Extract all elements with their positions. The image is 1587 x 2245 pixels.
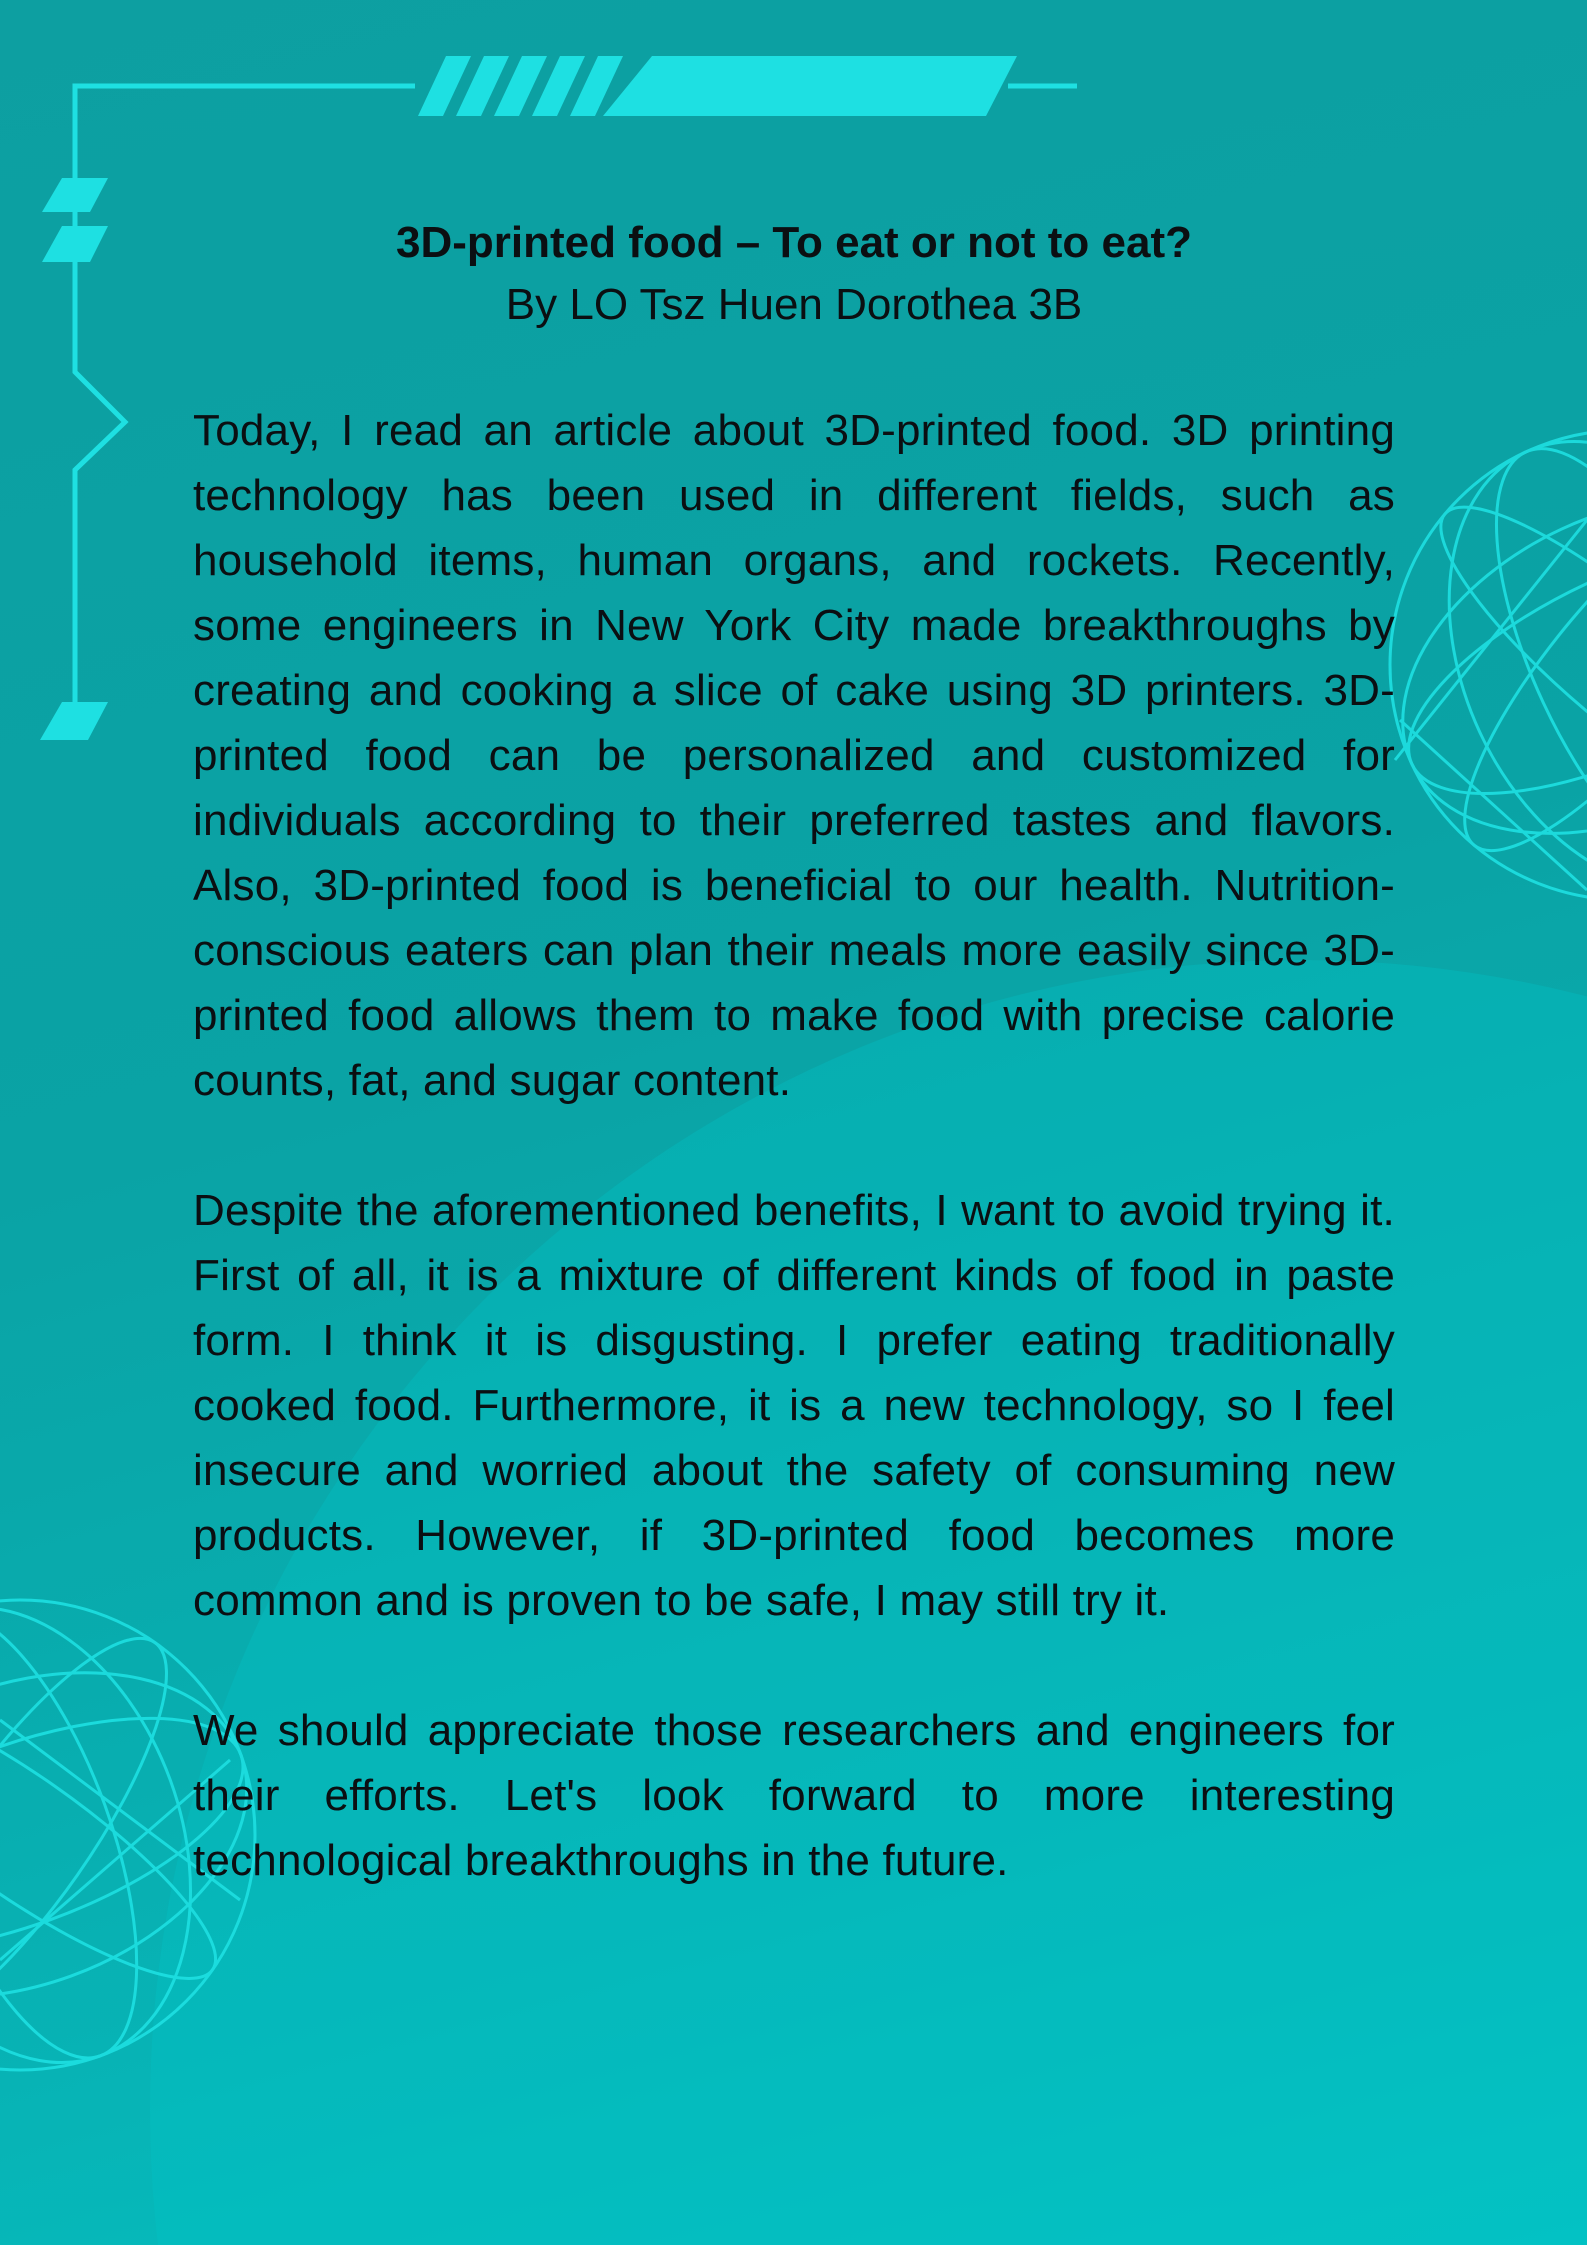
paragraph-conclusion: We should appreciate those researchers and engineers for their efforts. Let's look forward to more interesting technological breakthroughs in the future.: [193, 1706, 1395, 1885]
paragraph-opinion: Despite the aforementioned benefits, I want to avoid trying it. First of all, it is a mixture of different kinds of food in paste form. I think it is disgusting. I prefer eating traditionally cooked food. Furthermore, it is a new technology, so I feel insecure and worried about the safety of consuming new products. However, if 3D-printed food becomes more common and is proven to be safe, I may still try it.: [193, 1186, 1395, 1625]
article-title: 3D-printed food – To eat or not to eat?: [395, 218, 1193, 267]
paragraph-intro: Today, I read an article about 3D-printed food. 3D printing technology has been used in different fields, such as household items, human organs, and rockets. Recently, some engineers in New York City made breakthroughs by creating and cooking a slice of cake using 3D printers. 3D-printed food can be personalized and customized for individuals according to their preferred tastes and flavors. Also, 3D-printed food is beneficial to our health. Nutrition-conscious eaters can plan their meals more easily since 3D-printed food allows them to make food with precise calorie counts, fat, and sugar content.: [193, 406, 1395, 1105]
article-body: [193, 212, 1395, 1893]
stripe-banner-icon: [418, 56, 1017, 116]
article-byline: By LO Tsz Huen Dorothea 3B: [505, 280, 1083, 329]
